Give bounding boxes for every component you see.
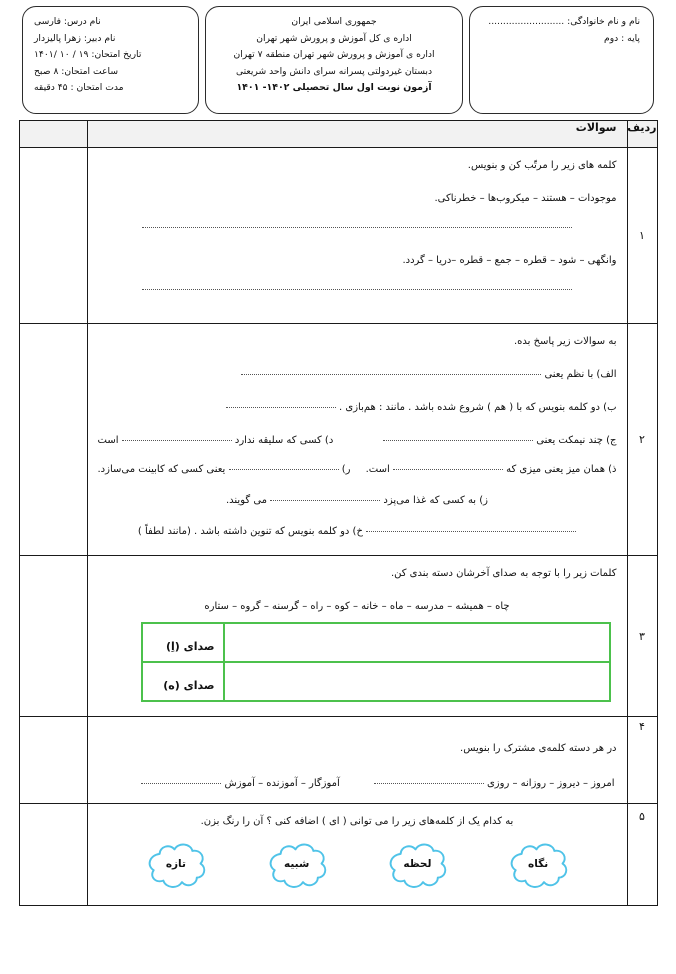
q2-part-re-tail: یعنی کسی که کابینت می‌سازد. [97,464,226,475]
q2-part-re [98,460,351,479]
answer-blank[interactable] [393,460,503,470]
q4-group-1-words: امروز – دیروز – روزانه – روزی [486,778,615,789]
answer-blank[interactable] [142,280,572,290]
student-name-label: نام و نام خانوادگی: [567,16,640,27]
q2-part-zal-text: ذ) همان میز یعنی میزی که [506,464,617,475]
q2-part-re-text: ر) [341,464,351,475]
q3-category-row-1 [142,623,610,662]
student-info-box [469,6,654,114]
student-name-blank[interactable]: .......................... [488,16,565,27]
q2-part-dal-tail: است [97,435,119,446]
q2-part-jim [383,431,616,450]
q2-part-ze [98,491,617,510]
cloud-option-4[interactable] [500,839,576,891]
score-cell-3[interactable] [19,556,87,717]
school-name-line: دبستان غیردولتی پسرانه سرای دانش واحد شریعتی [235,65,433,77]
question-number-4-text: ۴ [639,720,645,733]
student-name-row [479,14,644,31]
table-row [19,324,657,556]
question-body-4 [87,717,627,804]
question-body-5 [87,804,627,906]
exam-header [0,0,676,118]
q4-prompt: در هر دسته کلمه‌ی مشترک را بنویس. [460,743,617,754]
question-body-3 [87,556,627,717]
q2-part-ze-tail: می گویند. [225,495,268,506]
score-cell-2[interactable] [19,324,87,556]
score-cell-1[interactable] [19,148,87,324]
header-questions: سوالات [87,121,627,148]
q2-prompt: به سوالات زیر پاسخ بده. [513,336,617,347]
q4-group-2 [141,774,339,793]
question-number-1: ۱ [627,148,657,324]
teacher-line: نام دبیر: زهرا پالیزدار [34,32,116,44]
cloud-option-1[interactable] [138,839,214,891]
question-number-4 [627,717,657,804]
answer-blank[interactable] [142,218,572,228]
table-row [19,804,657,906]
q5-cloud-options [98,839,617,895]
q4-groups [98,774,617,793]
q1-item-1: موجودات – هستند – میکروب‌ها – خطرناکی. [434,193,617,204]
q2-part-dal-text: د) کسی که سلیقه ندارد [234,435,334,446]
answer-blank[interactable] [229,460,339,470]
q3-category-label-1: صدای (اِ) [142,623,224,662]
answer-blank[interactable] [122,431,232,441]
q3-answer-cell-2[interactable] [224,662,610,701]
answer-blank[interactable] [374,774,484,784]
exam-time-line: ساعت امتحان: ۸ صبح [34,65,119,77]
table-row [19,717,657,804]
q3-prompt: کلمات زیر را با توجه به صدای آخرشان دسته بندی کن. [390,568,617,579]
table-row [19,556,657,717]
q3-category-label-2: صدای (ه) [142,662,224,701]
answer-blank[interactable] [270,491,380,501]
q2-part-alef [98,365,617,384]
exam-date-line: تاریخ امتحان: ۱۹ / ۱۰ /۱۴۰۱ [34,49,142,60]
q1-answer-2[interactable] [98,280,617,299]
question-body-1 [87,148,627,324]
q4-group-2-words: آموزگار – آموزنده – آموزش [224,778,340,789]
grade-label: پایه : دوم [604,32,640,44]
cloud-option-4-text: نگاه [528,858,549,871]
subject-line: نام درس: فارسی [34,16,101,27]
q2-row-jim-dal [98,431,617,450]
question-number-3: ۳ [627,556,657,717]
q2-part-zal-tail: است. [365,464,390,475]
q1-answer-1[interactable] [98,218,617,237]
header-score [19,121,87,148]
country-line: جمهوری اسلامی ایران [291,16,377,27]
score-cell-5[interactable] [19,804,87,906]
education-district-line: اداره ی آموزش و پرورش شهر تهران منطقه ۷ تهران [233,49,435,60]
table-header-row [19,121,657,148]
exam-term-line: آزمون نوبت اول سال تحصیلی ۱۴۰۲- ۱۴۰۱ [236,82,432,93]
cloud-option-1-text: تازه [165,858,186,871]
question-number-5-text: ۵ [639,810,645,823]
q2-part-jim-text: ج) چند نیمکت یعنی [536,435,617,446]
cloud-option-2-text: شبیه [284,858,310,871]
q2-row-zal-re [98,460,617,479]
q3-category-table [141,622,611,702]
header-row-number: ردیف [627,121,657,148]
question-number-5 [627,804,657,906]
q2-part-khe [98,522,617,541]
answer-blank[interactable] [383,431,533,441]
questions-table [19,120,658,906]
q1-item-2: وانگهی – شود – قطره – جمع – قطره –دریا – گردد. [402,255,617,266]
question-body-2 [87,324,627,556]
q2-part-be-text: ب) دو کلمه بنویس که با ( هم ) شروع شده باشد . مانند : هم‌بازی . [339,402,617,413]
cloud-option-2[interactable] [259,839,335,891]
q2-part-ze-text: ز) به کسی که غذا می‌پزد [383,495,488,506]
answer-blank[interactable] [241,365,541,375]
q2-part-dal [98,431,334,450]
answer-blank[interactable] [366,522,576,532]
school-info-box [205,6,462,114]
cloud-option-3[interactable] [379,839,455,891]
education-dept-line: اداره ی کل آموزش و پرورش شهر تهران [256,32,412,44]
q2-part-alef-text: الف) با نظم یعنی [544,369,617,380]
exam-duration-line: مدت امتحان : ۴۵ دقیقه [34,82,124,93]
q5-prompt: به کدام یک از کلمه‌های زیر را می توانی ( ای ) اضافه کنی ؟ آن را رنگ بزن. [200,816,514,827]
answer-blank[interactable] [141,774,221,784]
q3-answer-cell-1[interactable] [224,623,610,662]
table-row [19,148,657,324]
q3-words: چاه – همیشه – مدرسه – ماه – خانه – کوه – راه – گرسنه – گروه – ستاره [204,601,510,612]
q4-group-1 [374,774,615,793]
q2-part-khe-text: خ) دو کلمه بنویس که تنوین داشته باشد . (مانند لطفاً ) [137,526,363,537]
q2-part-zal [366,460,617,479]
answer-blank[interactable] [226,398,336,408]
q2-part-be [98,398,617,417]
exam-meta-box [22,6,199,114]
q3-category-row-2 [142,662,610,701]
question-number-2: ۲ [627,324,657,556]
score-cell-4[interactable] [19,717,87,804]
cloud-option-3-text: لحظه [403,858,432,871]
q1-prompt: کلمه های زیر را مرتّب کن و بنویس. [467,160,617,171]
